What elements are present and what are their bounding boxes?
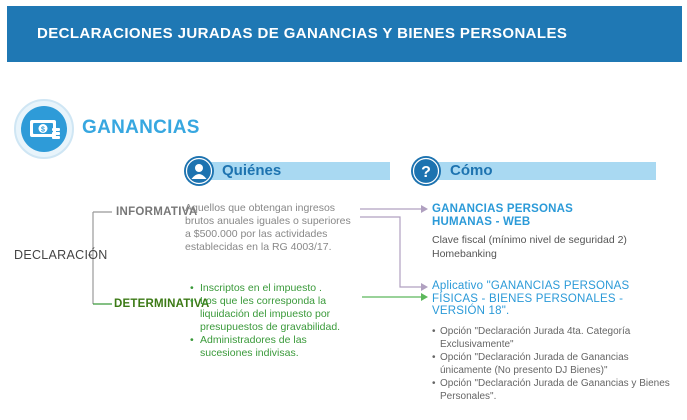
web-method-line: Clave fiscal (mínimo nivel de seguridad 2): [432, 234, 627, 246]
web-method-title: GANANCIAS PERSONAS HUMANAS - WEB: [432, 203, 573, 228]
svg-text:$: $: [41, 126, 45, 134]
informativa-label: INFORMATIVA: [116, 206, 198, 218]
informativa-description: Aquellos que obtengan ingresos brutos anuales iguales o superiores a $500.000 por las actividades establecidas en la RG 4003/17.: [185, 202, 351, 253]
list-item: • Inscriptos en el impuesto .: [190, 282, 360, 295]
declaracion-label: DECLARACIÓN: [14, 248, 108, 262]
aplicativo-title: Aplicativo "GANANCIAS PERSONAS FÍSICAS - BIENES PERSONALES - VERSIÓN 18".: [432, 280, 630, 317]
banner-title: DECLARACIONES JURADAS DE GANANCIAS Y BIENES PERSONALES: [37, 25, 568, 42]
list-item: • Los que les corresponda la liquidación del impuesto por presupuestos de gravabilidad.: [190, 295, 360, 334]
aplicativo-options: [432, 326, 672, 404]
determinativa-list: [190, 282, 360, 360]
section-title: GANANCIAS: [82, 117, 200, 138]
quienes-header: Quiénes: [222, 162, 282, 179]
web-method-line: Homebanking: [432, 248, 497, 260]
determinativa-label: DETERMINATIVA: [114, 298, 210, 310]
svg-text:?: ?: [421, 164, 431, 181]
list-item: • Opción "Declaración Jurada de Ganancias únicamente (No presento DJ Bienes)": [432, 352, 672, 377]
list-item: • Administradores de las sucesiones indivisas.: [190, 334, 360, 360]
como-header: Cómo: [450, 162, 493, 179]
list-item: • Opción "Declaración Jurada 4ta. Categoría Exclusivamente": [432, 326, 672, 351]
list-item: • Opción "Declaración Jurada de Ganancias y Bienes Personales".: [432, 378, 672, 403]
